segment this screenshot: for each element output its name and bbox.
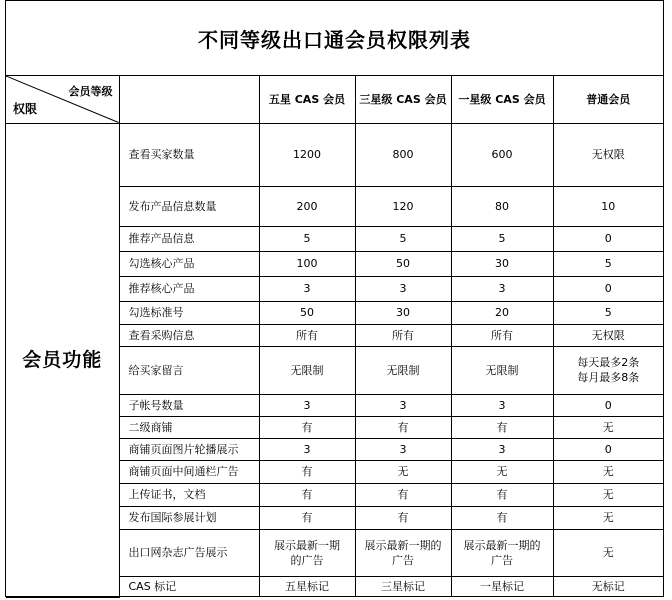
cell-value: 无权限 [553,324,663,346]
cell-value: 所有 [259,324,355,346]
cell-line: 广告 [392,553,414,567]
permissions-table [6,76,663,598]
cell-value: 5 [553,251,663,276]
row-label: 勾选核心产品 [119,251,259,276]
cell-value: 3 [355,276,451,301]
cell-value: 有 [355,506,451,529]
row-label: 勾选标准号 [119,301,259,324]
cell-line: 的广告 [290,553,324,567]
cell-line: 展示最新一期 [274,538,340,552]
corner-label-permissions: 权限 [13,101,38,116]
cell-value: 30 [355,301,451,324]
cell-value: 无标记 [553,576,663,597]
cell-value: 3 [451,276,553,301]
cell-line: 展示最新一期的 [463,538,541,552]
cell-value: 0 [553,438,663,460]
cell-value: 80 [451,186,553,226]
cell-value: 有 [259,506,355,529]
cell-value: 100 [259,251,355,276]
row-label: 子帐号数量 [119,394,259,416]
cell-value: 五星标记 [259,576,355,597]
cell-value-multiline [553,346,663,394]
cell-value: 无权限 [553,123,663,186]
header-level-regular: 普通会员 [553,76,663,123]
cell-value: 3 [451,394,553,416]
row-label: 推荐核心产品 [119,276,259,301]
cell-value: 120 [355,186,451,226]
header-level-five-star: 五星 CAS 会员 [259,76,355,123]
row-label: 查看买家数量 [119,123,259,186]
cell-value: 5 [355,226,451,251]
row-label: 商铺页面中间通栏广告 [119,460,259,483]
header-blank-cell [119,76,259,123]
cell-value: 3 [355,438,451,460]
cell-value-multiline [355,529,451,576]
cell-value: 10 [553,186,663,226]
table-row [6,123,663,186]
row-label: 上传证书，文档 [119,483,259,506]
row-label: 发布国际参展计划 [119,506,259,529]
row-label: 商铺页面图片轮播展示 [119,438,259,460]
cell-value: 所有 [451,324,553,346]
cell-value: 3 [451,438,553,460]
cell-value: 5 [451,226,553,251]
corner-header-cell [6,76,119,123]
cell-value: 有 [355,416,451,438]
cell-value: 5 [553,301,663,324]
cell-value: 无 [451,460,553,483]
cell-value: 1200 [259,123,355,186]
cell-value: 30 [451,251,553,276]
cell-line: 每天最多2条 [577,356,640,369]
cell-value: 600 [451,123,553,186]
cell-value: 三星标记 [355,576,451,597]
cell-value: 无 [553,483,663,506]
cell-value: 有 [259,416,355,438]
cell-value-multiline [451,529,553,576]
cell-value: 无限制 [259,346,355,394]
cell-value: 有 [259,483,355,506]
cell-value: 0 [553,276,663,301]
cell-value: 无 [553,529,663,576]
cell-value-multiline [259,529,355,576]
row-label: 推荐产品信息 [119,226,259,251]
cell-value: 有 [451,506,553,529]
cell-value: 所有 [355,324,451,346]
row-label: 给买家留言 [119,346,259,394]
cell-value: 50 [259,301,355,324]
cell-value: 无限制 [451,346,553,394]
cell-line: 广告 [491,553,513,567]
cell-value: 无限制 [355,346,451,394]
header-level-three-star: 三星级 CAS 会员 [355,76,451,123]
cell-value: 3 [259,438,355,460]
row-label: 出口网杂志广告展示 [119,529,259,576]
cell-line: 展示最新一期的 [364,538,442,552]
cell-value: 50 [355,251,451,276]
cell-value: 3 [355,394,451,416]
membership-table-sheet [5,0,664,597]
cell-value: 200 [259,186,355,226]
cell-value: 有 [259,460,355,483]
cell-value: 0 [553,226,663,251]
cell-line: 每月最多8条 [577,371,640,384]
corner-label-levels: 会员等级 [68,85,113,98]
cell-value: 无 [355,460,451,483]
cell-value: 有 [451,483,553,506]
cell-value: 0 [553,394,663,416]
cell-value: 有 [451,416,553,438]
cell-value: 3 [259,276,355,301]
row-label: 发布产品信息数量 [119,186,259,226]
cell-value: 一星标记 [451,576,553,597]
cell-value: 有 [355,483,451,506]
cell-value: 800 [355,123,451,186]
row-label: 查看采购信息 [119,324,259,346]
row-label: 二级商铺 [119,416,259,438]
cell-value: 无 [553,460,663,483]
cell-value: 3 [259,394,355,416]
cell-value: 无 [553,416,663,438]
table-title: 不同等级出口通会员权限列表 [198,27,471,52]
header-level-one-star: 一星级 CAS 会员 [451,76,553,123]
cell-value: 20 [451,301,553,324]
cell-value: 5 [259,226,355,251]
header-row [6,76,663,123]
title-row [6,1,663,76]
cell-value: 无 [553,506,663,529]
row-label: CAS 标记 [119,576,259,597]
side-label-member-functions: 会员功能 [6,123,119,597]
